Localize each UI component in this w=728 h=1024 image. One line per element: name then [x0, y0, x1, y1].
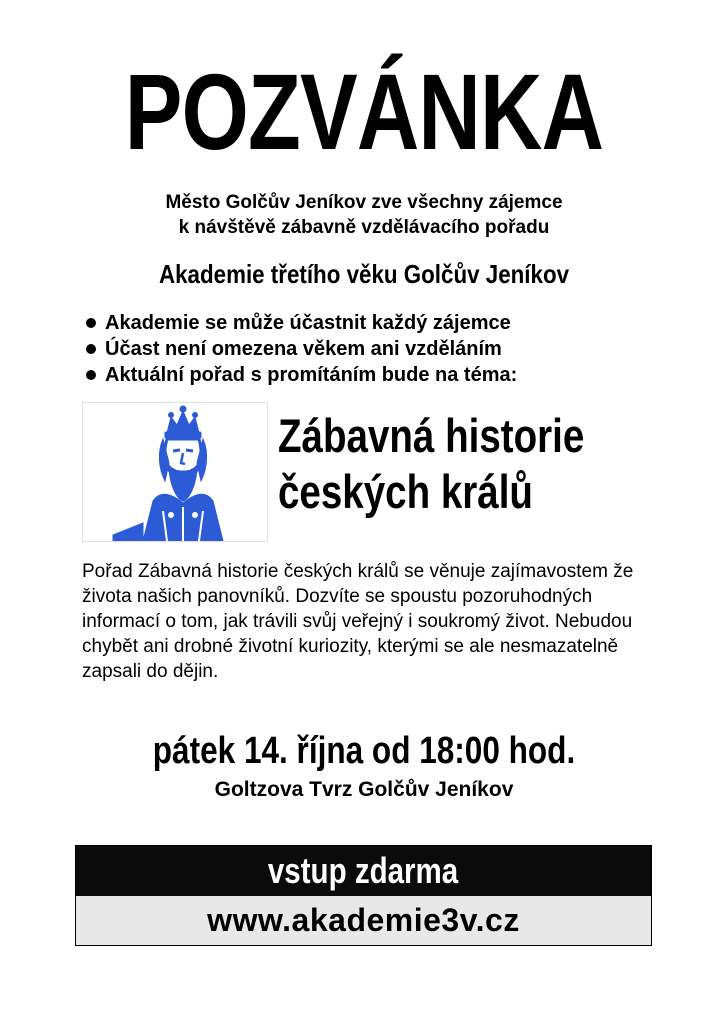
intro-line-2: k návštěvě zábavně vzdělávacího pořadu — [178, 217, 550, 238]
bullet-dot-icon — [86, 318, 96, 328]
topic-title — [278, 408, 584, 520]
intro-line-1: Město Golčův Jeníkov zve všechny zájemce — [165, 192, 563, 213]
admission-text: vstup zdarma — [268, 850, 459, 891]
bullet-item — [84, 362, 517, 388]
topic-line-2: českých králů — [278, 465, 533, 518]
intro-text — [0, 190, 728, 240]
admission-banner — [76, 846, 651, 896]
bullet-item — [84, 336, 517, 362]
bullet-item — [84, 310, 517, 336]
king-portrait-icon — [82, 402, 268, 542]
website-link[interactable]: www.akademie3v.cz — [76, 896, 651, 945]
admission-box — [75, 845, 652, 946]
description-paragraph: Pořad Zábavná historie českých králů se věnuje zajímavostem že života našich panovníků. Dozvíte se spoustu pozoruhodných informací o tom, jak trávili svůj veřejný i soukromý život. Nebudou chybět ani drobné životní kuriozity, kterými se ale nesmazatelně zapsali do dějin. — [82, 561, 634, 682]
event-datetime: pátek 14. října od 18:00 hod. — [152, 730, 576, 772]
bullet-text: Akademie se může účastnit každý zájemce — [105, 312, 511, 334]
bullet-text: Účast není omezena věkem ani vzděláním — [105, 338, 502, 360]
bullet-text: Aktuální pořad s promítáním bude na téma: — [105, 364, 518, 386]
bullet-list — [84, 310, 517, 388]
bullet-dot-icon — [86, 370, 96, 380]
invitation-title: POZVÁNKA — [124, 51, 604, 172]
topic-line-1: Zábavná historie — [278, 409, 585, 462]
event-venue: Goltzova Tvrz Golčův Jeníkov — [214, 778, 514, 801]
bullet-dot-icon — [86, 344, 96, 354]
program-name: Akademie třetího věku Golčův Jeníkov — [158, 259, 570, 289]
